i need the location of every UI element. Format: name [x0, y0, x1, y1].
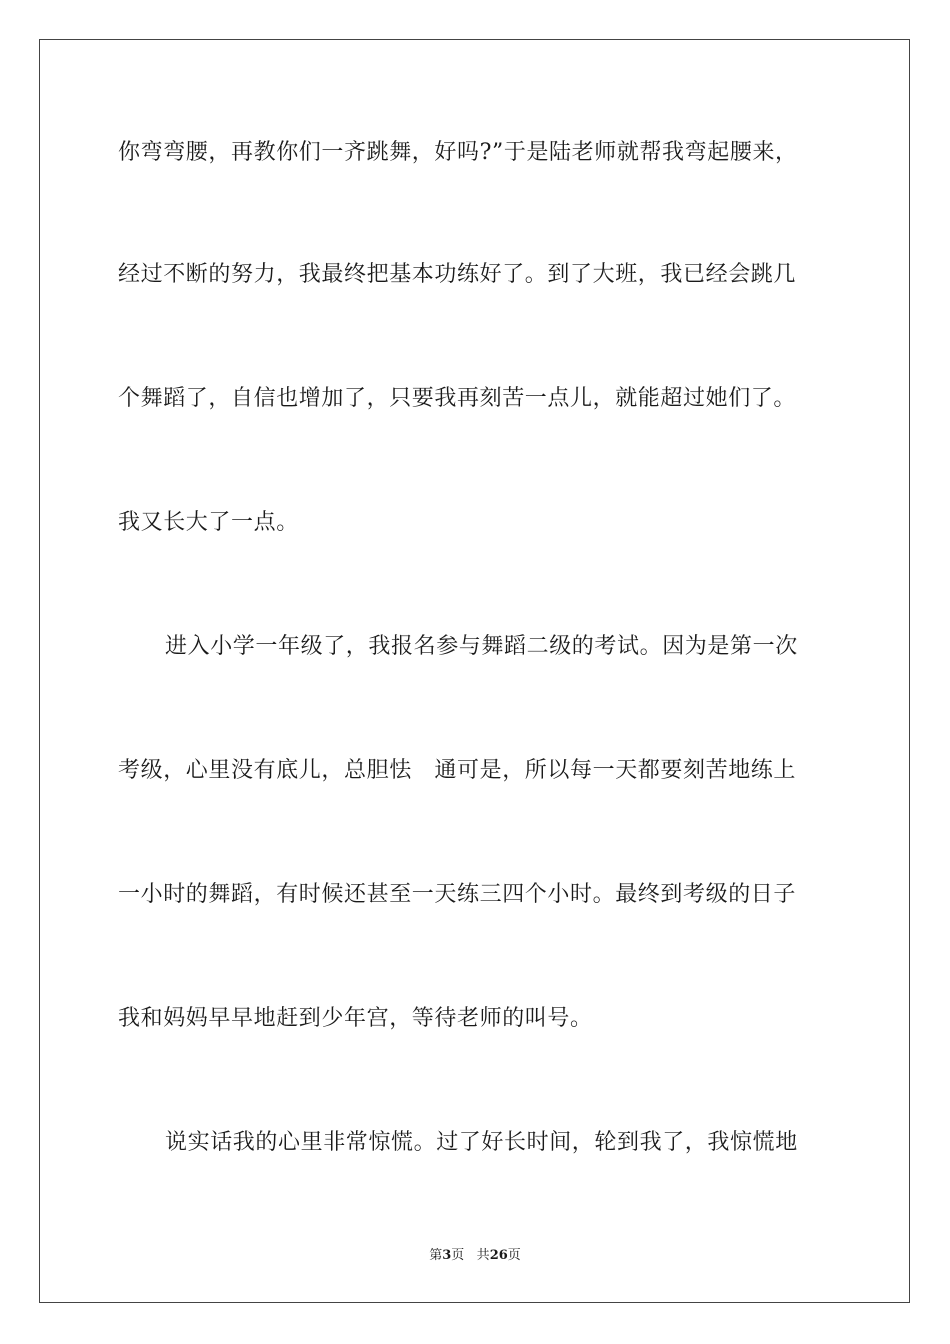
- footer-total-suffix: 页: [507, 1248, 521, 1263]
- text-line-1: 你弯弯腰，再教你们一齐跳舞，好吗?”于是陆老师就帮我弯起腰来，: [118, 140, 798, 165]
- text-line-2: 经过不断的努力，我最终把基本功练好了。到了大班，我已经会跳几: [118, 262, 797, 287]
- page-border: [39, 39, 910, 1303]
- text-line-3: 个舞蹈了，自信也增加了，只要我再刻苦一点儿，就能超过她们了。: [118, 386, 797, 411]
- text-line-9: 说实话我的心里非常惊慌。过了好长时间，轮到我了，我惊慌地: [165, 1130, 798, 1155]
- page-footer: [0, 1247, 950, 1265]
- text-line-7: 一小时的舞蹈，有时候还甚至一天练三四个小时。最终到考级的日子: [118, 882, 797, 907]
- footer-total-prefix: 共: [476, 1248, 490, 1263]
- footer-total-pages: 26: [489, 1248, 508, 1263]
- text-line-8: 我和妈妈早早地赶到少年宫，等待老师的叫号。: [118, 1006, 593, 1031]
- text-line-6: 考级，心里没有底儿，总胆怯 通可是，所以每一天都要刻苦地练上: [118, 758, 797, 783]
- footer-page-prefix: 第: [429, 1248, 443, 1263]
- footer-page-number: 3: [442, 1248, 452, 1263]
- text-line-4: 我又长大了一点。: [118, 510, 299, 535]
- text-line-5: 进入小学一年级了，我报名参与舞蹈二级的考试。因为是第一次: [165, 634, 798, 659]
- footer-page-suffix: 页: [451, 1248, 465, 1263]
